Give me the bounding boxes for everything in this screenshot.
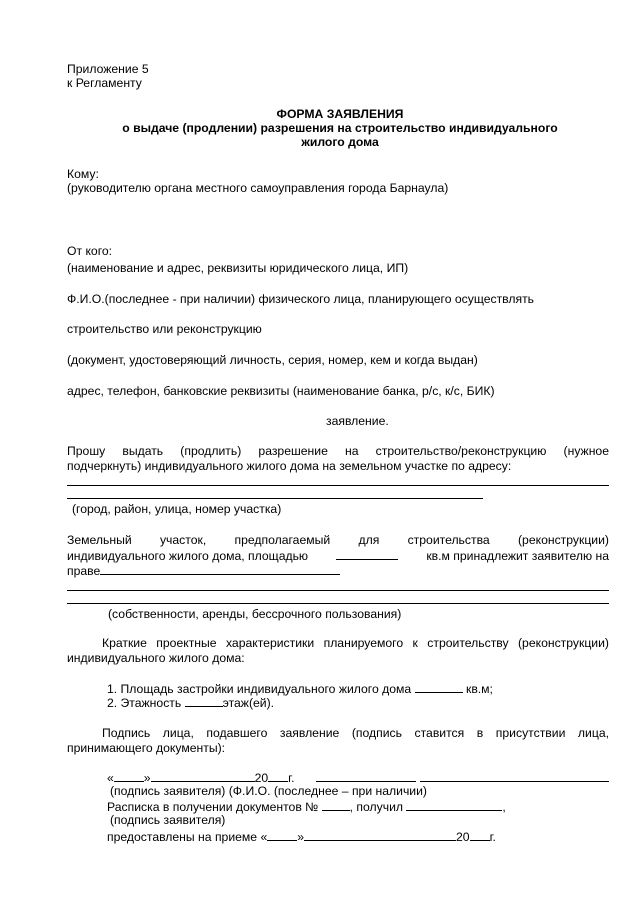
- item-floors-label: 2. Этажность: [107, 696, 182, 710]
- from-label: От кого:: [67, 244, 113, 258]
- submitted-year-prefix: 20: [456, 830, 470, 844]
- receipt-line: [107, 799, 506, 814]
- date-year-prefix: 20: [254, 771, 269, 785]
- date-year-suffix: г.: [288, 771, 295, 785]
- signature-date-line: [107, 770, 294, 785]
- to-hint: (руководителю органа местного самоуправления города Барнаула): [67, 181, 449, 195]
- right-label: праве: [67, 564, 101, 578]
- date-open-quote: «: [107, 771, 114, 785]
- characteristics-intro-2: индивидуального жилого дома:: [67, 651, 245, 665]
- from-hint-person: Ф.И.О.(последнее - при наличии) физического лица, планирующего осуществлять: [67, 292, 535, 306]
- land-line-2-start: индивидуального жилого дома, площадью: [67, 549, 309, 563]
- submitted-line: [107, 829, 496, 844]
- characteristic-item-area: [107, 681, 493, 696]
- right-blank: [100, 563, 340, 575]
- submitted-month-blank: [304, 829, 456, 841]
- date-year-blank: [268, 770, 288, 782]
- date-month-blank: [151, 770, 255, 782]
- land-line-2-end: кв.м принадлежит заявителю на: [426, 549, 609, 563]
- characteristic-item-floors: [107, 695, 274, 710]
- submitted-year-blank: [470, 829, 490, 841]
- from-hint-document: (документ, удостоверяющий личность, серия, номер, кем и когда выдан): [67, 353, 478, 367]
- land-line-1: Земельный участок, предполагаемый для строительства (реконструкции): [67, 533, 609, 547]
- date-day-blank: [114, 770, 144, 782]
- form-subtitle-line-1: о выдаче (продлении) разрешения на строительство индивидуального: [122, 121, 558, 135]
- signature-blank: [316, 781, 416, 782]
- statement-word: заявление.: [326, 414, 389, 428]
- signature-hint-2: (подпись заявителя): [110, 813, 226, 827]
- request-line-2: подчеркнуть) индивидуального жилого дома на земельном участке по адресу:: [67, 459, 512, 473]
- fio-blank: [420, 781, 609, 782]
- area-blank: [336, 548, 398, 560]
- form-subtitle-line-2: жилого дома: [301, 135, 379, 149]
- date-close-quote: »: [143, 771, 151, 785]
- submitted-day-blank: [267, 829, 297, 841]
- receipt-comma: ,: [502, 800, 506, 814]
- address-rule-1: [67, 485, 609, 486]
- address-rule-2: [67, 498, 483, 499]
- to-label: Кому:: [67, 167, 99, 181]
- item-area-label: 1. Площадь застройки индивидуального жилого дома: [107, 682, 412, 696]
- characteristics-intro-1: Краткие проектные характеристики планируемого к строительству (реконструкции): [102, 636, 609, 650]
- address-hint: (город, район, улица, номер участка): [72, 502, 282, 516]
- submitted-close-quote: »: [297, 830, 305, 844]
- submitted-label: предоставлены на приеме «: [107, 830, 268, 844]
- receipt-number-blank: [322, 799, 350, 811]
- from-hint-contacts: адрес, телефон, банковские реквизиты (наименование банка, р/с, к/с, БИК): [67, 384, 495, 398]
- signature-hint: (подпись заявителя) (Ф.И.О. (последнее – при наличии): [110, 784, 427, 798]
- submitted-year-suffix: г.: [489, 830, 496, 844]
- appendix-line-1: Приложение 5: [67, 62, 149, 76]
- receipt-received-blank: [406, 799, 502, 811]
- rights-rule-1: [67, 590, 609, 591]
- receipt-received-label: , получил: [349, 800, 404, 814]
- land-line-2: [67, 548, 609, 563]
- item-area-unit: кв.м;: [465, 682, 493, 696]
- rights-rule-2: [67, 603, 609, 604]
- item-area-blank: [415, 681, 463, 693]
- appendix-line-2: к Регламенту: [67, 76, 142, 90]
- from-hint-construction: строительство или реконструкцию: [67, 322, 262, 336]
- land-line-3: [67, 563, 340, 578]
- from-hint-legal-entity: (наименование и адрес, реквизиты юридического лица, ИП): [67, 261, 409, 275]
- form-title: ФОРМА ЗАЯВЛЕНИЯ: [276, 107, 404, 121]
- item-floors-unit: этаж(ей).: [222, 696, 275, 710]
- rights-hint: (собственности, аренды, бессрочного пользования): [108, 607, 402, 621]
- signature-line-2: принимающего документы):: [67, 741, 226, 755]
- signature-line-1: Подпись лица, подавшего заявление (подпись ставится в присутствии лица,: [102, 726, 609, 740]
- request-line-1: Прошу выдать (продлить) разрешение на строительство/реконструкцию (нужное: [67, 444, 609, 458]
- receipt-label: Расписка в получении документов №: [107, 800, 319, 814]
- item-floors-blank: [185, 695, 223, 707]
